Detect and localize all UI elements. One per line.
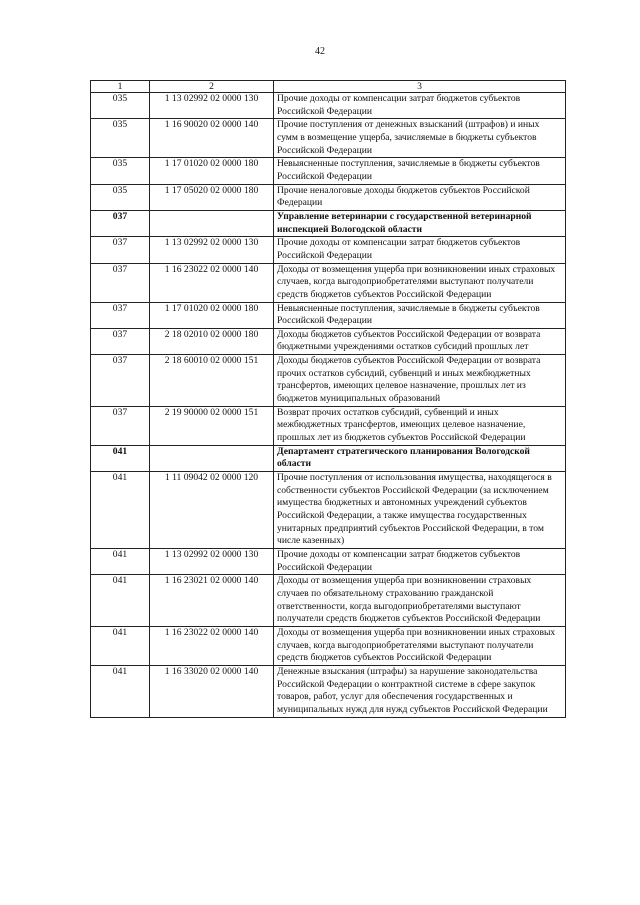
revenue-name-cell: Доходы бюджетов субъектов Российской Федерации от возврата прочих остатков субсидий, субвенций и иных межбюджетных трансфертов, имеющих целевое назначение, прошлых лет из бюджетов муниципальных образований — [274, 355, 566, 407]
revenue-name-cell: Управление ветеринарии с государственной ветеринарной инспекцией Вологодской области — [274, 210, 566, 236]
admin-code-cell: 041 — [91, 626, 150, 665]
revenue-code-cell: 1 16 23022 02 0000 140 — [150, 263, 274, 302]
revenue-name-cell: Департамент стратегического планирования Вологодской области — [274, 445, 566, 471]
table-row — [91, 406, 566, 445]
table-row — [91, 575, 566, 627]
admin-code-cell: 041 — [91, 445, 150, 471]
admin-code-cell: 037 — [91, 210, 150, 236]
revenue-name-cell: Доходы от возмещения ущерба при возникновении иных страховых случаев, когда выгодоприобретателями выступают получатели средств бюджетов субъектов Российской Федерации — [274, 263, 566, 302]
revenue-code-cell: 1 16 23021 02 0000 140 — [150, 575, 274, 627]
revenue-name-cell: Доходы бюджетов субъектов Российской Федерации от возврата бюджетными учреждениями остатков субсидий прошлых лет — [274, 328, 566, 354]
table-row — [91, 355, 566, 407]
table-row — [91, 184, 566, 210]
revenue-code-cell: 1 13 02992 02 0000 130 — [150, 548, 274, 574]
revenue-code-cell: 2 18 60010 02 0000 151 — [150, 355, 274, 407]
table-row — [91, 263, 566, 302]
revenue-code-cell: 1 17 01020 02 0000 180 — [150, 302, 274, 328]
revenue-name-cell: Денежные взыскания (штрафы) за нарушение законодательства Российской Федерации о контрактной системе в сфере закупок товаров, работ, услуг для обеспечения государственных и муниципальных нужд для нужд субъектов Российской Федерации — [274, 665, 566, 717]
table-row — [91, 472, 566, 549]
admin-code-cell: 041 — [91, 665, 150, 717]
revenue-name-cell: Доходы от возмещения ущерба при возникновении иных страховых случаев, когда выгодоприобретателями выступают получатели средств бюджетов субъектов Российской Федерации — [274, 626, 566, 665]
table-row — [91, 548, 566, 574]
table-header-row — [91, 81, 566, 93]
revenue-name-cell: Прочие поступления от использования имущества, находящегося в собственности субъектов Российской Федерации (за исключением имущества бюджетных и автономных учреждений субъектов Российской Федерации, а также имущества государственных унитарных предприятий субъектов Российской Федерации, в том числе казенных) — [274, 472, 566, 549]
table-row-department — [91, 445, 566, 471]
revenue-code-cell: 1 16 33020 02 0000 140 — [150, 665, 274, 717]
admin-code-cell: 037 — [91, 237, 150, 263]
revenue-name-cell: Прочие доходы от компенсации затрат бюджетов субъектов Российской Федерации — [274, 548, 566, 574]
header-col-3: 3 — [274, 81, 566, 93]
revenue-code-cell — [150, 445, 274, 471]
table-row — [91, 119, 566, 158]
table-row — [91, 665, 566, 717]
admin-code-cell: 037 — [91, 302, 150, 328]
revenue-name-cell: Прочие поступления от денежных взысканий (штрафов) и иных сумм в возмещение ущерба, зачисляемые в бюджеты субъектов Российской Федерации — [274, 119, 566, 158]
table-row — [91, 302, 566, 328]
admin-code-cell: 041 — [91, 472, 150, 549]
table-row — [91, 626, 566, 665]
admin-code-cell: 035 — [91, 184, 150, 210]
table-row — [91, 158, 566, 184]
revenue-code-cell: 1 13 02992 02 0000 130 — [150, 93, 274, 119]
revenue-codes-table — [90, 80, 566, 718]
revenue-name-cell: Доходы от возмещения ущерба при возникновении страховых случаев по обязательному страхованию гражданской ответственности, когда выгодоприобретателями выступают получатели средств бюджетов субъектов Российской Федерации — [274, 575, 566, 627]
revenue-name-cell: Прочие доходы от компенсации затрат бюджетов субъектов Российской Федерации — [274, 93, 566, 119]
table-row — [91, 93, 566, 119]
revenue-code-cell: 1 11 09042 02 0000 120 — [150, 472, 274, 549]
admin-code-cell: 035 — [91, 93, 150, 119]
revenue-code-cell: 1 16 90020 02 0000 140 — [150, 119, 274, 158]
revenue-name-cell: Прочие доходы от компенсации затрат бюджетов субъектов Российской Федерации — [274, 237, 566, 263]
admin-code-cell: 037 — [91, 355, 150, 407]
page-number: 42 — [315, 46, 325, 57]
revenue-name-cell: Прочие неналоговые доходы бюджетов субъектов Российской Федерации — [274, 184, 566, 210]
admin-code-cell: 041 — [91, 575, 150, 627]
table-row-department — [91, 210, 566, 236]
header-col-1: 1 — [91, 81, 150, 93]
revenue-name-cell: Невыясненные поступления, зачисляемые в бюджеты субъектов Российской Федерации — [274, 302, 566, 328]
admin-code-cell: 041 — [91, 548, 150, 574]
admin-code-cell: 037 — [91, 406, 150, 445]
admin-code-cell: 035 — [91, 158, 150, 184]
revenue-name-cell: Невыясненные поступления, зачисляемые в бюджеты субъектов Российской Федерации — [274, 158, 566, 184]
header-col-2: 2 — [150, 81, 274, 93]
admin-code-cell: 037 — [91, 328, 150, 354]
table-body — [91, 93, 566, 718]
revenue-name-cell: Возврат прочих остатков субсидий, субвенций и иных межбюджетных трансфертов, имеющих целевое назначение, прошлых лет из бюджетов субъектов Российской Федерации — [274, 406, 566, 445]
revenue-code-cell: 1 16 23022 02 0000 140 — [150, 626, 274, 665]
revenue-code-cell: 1 13 02992 02 0000 130 — [150, 237, 274, 263]
table-row — [91, 237, 566, 263]
revenue-code-cell — [150, 210, 274, 236]
admin-code-cell: 035 — [91, 119, 150, 158]
revenue-code-cell: 2 18 02010 02 0000 180 — [150, 328, 274, 354]
table-row — [91, 328, 566, 354]
revenue-code-cell: 2 19 90000 02 0000 151 — [150, 406, 274, 445]
revenue-code-cell: 1 17 01020 02 0000 180 — [150, 158, 274, 184]
admin-code-cell: 037 — [91, 263, 150, 302]
revenue-code-cell: 1 17 05020 02 0000 180 — [150, 184, 274, 210]
